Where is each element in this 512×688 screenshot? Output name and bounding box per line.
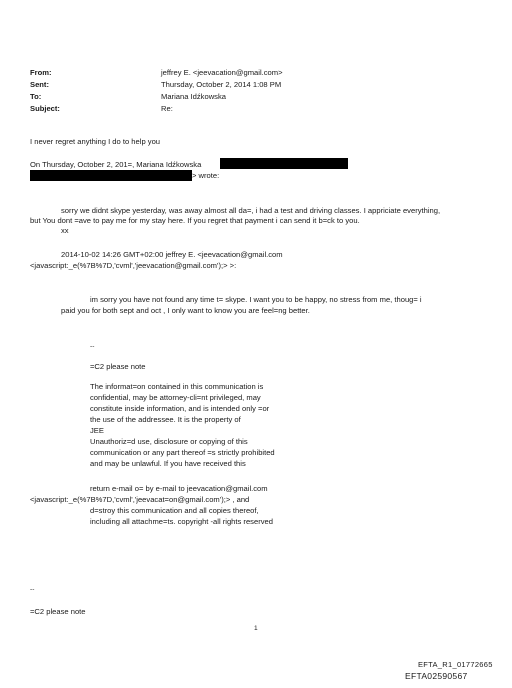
from-value: jeffrey E. <jeevacation@gmail.com> (161, 68, 283, 77)
sent-value: Thursday, October 2, 2014 1:08 PM (161, 80, 282, 89)
return-line: <javascript:_e(%7B%7D,'cvml','jeevacat=on@gmail.com');> , and (30, 495, 250, 504)
disclaimer-line: JEE (90, 426, 104, 435)
paragraph-line: sorry we didnt skype yesterday, was away almost all da=, i had a test and driving classes. I appriciate everything, (61, 206, 441, 215)
disclaimer-line: confidential, may be attorney-cli=nt privileged, may (90, 393, 261, 402)
quote-header-line: 2014-10-02 14:26 GMT+02:00 jeffrey E. <jeevacation@gmail.com (61, 250, 283, 259)
disclaimer-line: and may be unlawful. If you have received this (90, 459, 246, 468)
sent-label: Sent: (30, 80, 49, 89)
paragraph-line: but You dont =ave to pay me for my stay here. If you regret that payment i can send it b=ck to you. (30, 216, 360, 225)
disclaimer-line: The informat=on contained in this communication is (90, 382, 264, 391)
paragraph-line: paid you for both sept and oct , I only want to know you are feel=ng better. (61, 306, 310, 315)
separator-dashes: -- (30, 586, 35, 593)
wrote-text: > wrote: (192, 171, 220, 180)
please-note: =C2 please note (30, 607, 86, 616)
disclaimer-line: communication or any part thereof =s strictly prohibited (90, 448, 275, 457)
reply-line: I never regret anything I do to help you (30, 137, 161, 146)
page-number: 1 (254, 625, 258, 632)
paragraph-line: im sorry you have not found any time t= skype. I want you to be happy, no stress from me, thoug= i (90, 295, 422, 304)
return-line: including all attachme=ts. copyright -all rights reserved (90, 517, 273, 526)
please-note: =C2 please note (90, 362, 146, 371)
bates-id-2: EFTA02590567 (405, 671, 468, 681)
redaction-box (30, 170, 192, 181)
disclaimer-line: constitute inside information, and is intended only =or (90, 404, 270, 413)
quote-header-line: <javascript:_e(%7B%7D,'cvml','jeevacation@gmail.com');> >: (30, 261, 237, 270)
disclaimer-line: Unauthoriz=d use, disclosure or copying of this (90, 437, 248, 446)
disclaimer-line: the use of the addressee. It is the property of (90, 415, 241, 424)
separator-dashes: -- (90, 343, 95, 350)
return-line: d=stroy this communication and all copies thereof, (90, 506, 259, 515)
return-line: return e-mail o= by e-mail to jeevacation@gmail.com (90, 484, 268, 493)
paragraph-line: xx (61, 226, 69, 235)
redaction-box (220, 158, 348, 169)
quote-intro: On Thursday, October 2, 201=, Mariana Idźkowska (30, 160, 202, 169)
subject-value: Re: (161, 104, 173, 113)
bates-id-1: EFTA_R1_01772665 (418, 660, 493, 669)
subject-label: Subject: (30, 104, 60, 113)
to-value: Mariana Idźkowska (161, 92, 226, 101)
to-label: To: (30, 92, 42, 101)
from-label: From: (30, 68, 52, 77)
